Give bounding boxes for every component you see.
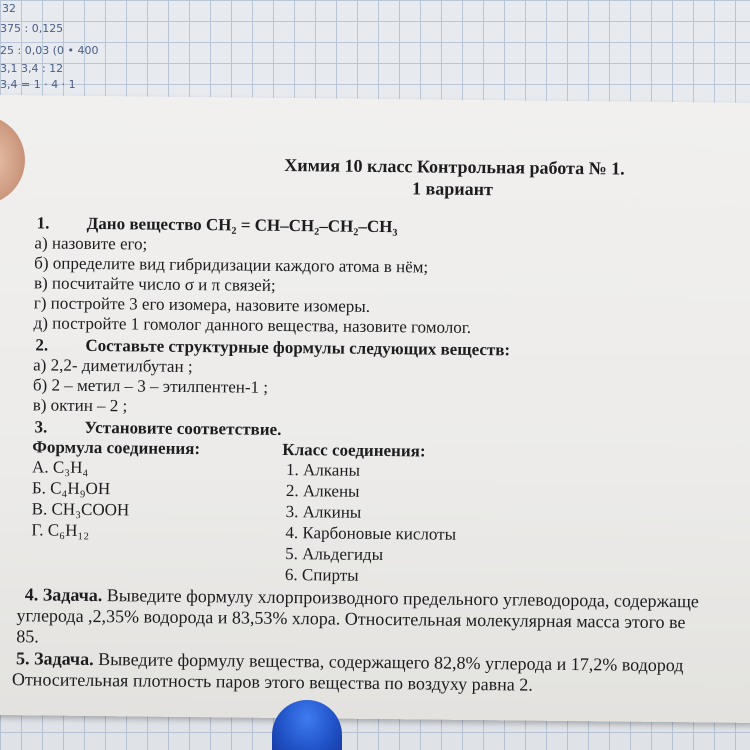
- notebook-scribble: 32: [2, 2, 16, 15]
- q1-item-e: д) постройте 1 гомолог данного вещества, назовите гомолог.: [33, 313, 472, 337]
- q3-class-item: 1. Алканы: [285, 460, 361, 480]
- q3-heading: Установите соответствие.: [84, 417, 282, 439]
- q2-number: 2.: [35, 335, 49, 355]
- q3-class-item: 6. Спирты: [284, 565, 359, 585]
- q2-item-b: б) 2 – метил – 3 – этилпентен-1 ;: [32, 375, 269, 397]
- q3-formula-item: В. CH₃COOH: [31, 499, 130, 520]
- q3-class-item: 4. Карбоновые кислоты: [285, 523, 457, 544]
- notebook-scribble: 375 : 0,125: [0, 22, 64, 35]
- q3-number: 3.: [34, 417, 48, 437]
- q2-item-a: а) 2,2- диметилбутан ;: [33, 355, 193, 377]
- notebook-scribble: 3,4 = 1 · 4 · 1: [0, 78, 76, 91]
- q1-item-c: в) посчитайте число σ и π связей;: [33, 273, 276, 295]
- q1-item-a: а) назовите его;: [34, 233, 148, 254]
- q3-class-item: 3. Алкины: [285, 502, 362, 522]
- q5-label: 5. Задача.: [15, 648, 94, 670]
- q3-formula-item: А. C₃H₄: [32, 457, 89, 477]
- sheet-title: Химия 10 класс Контрольная работа № 1.: [284, 154, 625, 179]
- notebook-scribble: 25 : 0,03 (0 • 400: [0, 44, 99, 57]
- q3-formula-item: Г. C₆H₁₂: [31, 520, 90, 540]
- q3-class-item: 5. Альдегиды: [285, 544, 384, 565]
- q4-line-3: 85.: [16, 626, 39, 647]
- q4-label: 4. Задача.: [24, 584, 103, 606]
- q1-number: 1.: [36, 213, 50, 233]
- q1-item-d: г) постройте 3 его изомера, назовите изомеры.: [33, 293, 371, 316]
- notebook-scribble: 3,1 3,4 : 12: [0, 62, 64, 75]
- q3-formula-header: Формула соединения:: [32, 437, 201, 459]
- test-sheet: [0, 95, 750, 723]
- q3-formula-item: Б. C₄H₉OH: [31, 478, 111, 499]
- q3-class-header: Класс соединения:: [282, 439, 426, 461]
- q5-line-2: Относительная плотность паров этого вещества по воздуху равна 2.: [11, 669, 533, 695]
- q2-heading: Составьте структурные формулы следующих веществ:: [85, 335, 511, 360]
- q4-line-2: углерода ,2,35% водорода и 83,53% хлора. Относительная молекулярная масса этого ве: [16, 605, 686, 633]
- q3-class-item: 2. Алкены: [285, 481, 360, 501]
- q5-text-1: Выведите формулу вещества, содержащего 82,8% углерода и 17,2% водород: [98, 649, 684, 676]
- q1-heading: Дано вещество CH₂ = CH–CH₂–CH₂–CH₃: [86, 213, 398, 237]
- q4-text-1: Выведите формулу хлорпроизводного предельного углеводорода, содержаще: [106, 585, 699, 612]
- q2-item-c: в) октин – 2 ;: [32, 395, 128, 416]
- sheet-variant: 1 вариант: [411, 178, 493, 200]
- q1-item-b: б) определите вид гибридизации каждого атома в нём;: [34, 253, 429, 277]
